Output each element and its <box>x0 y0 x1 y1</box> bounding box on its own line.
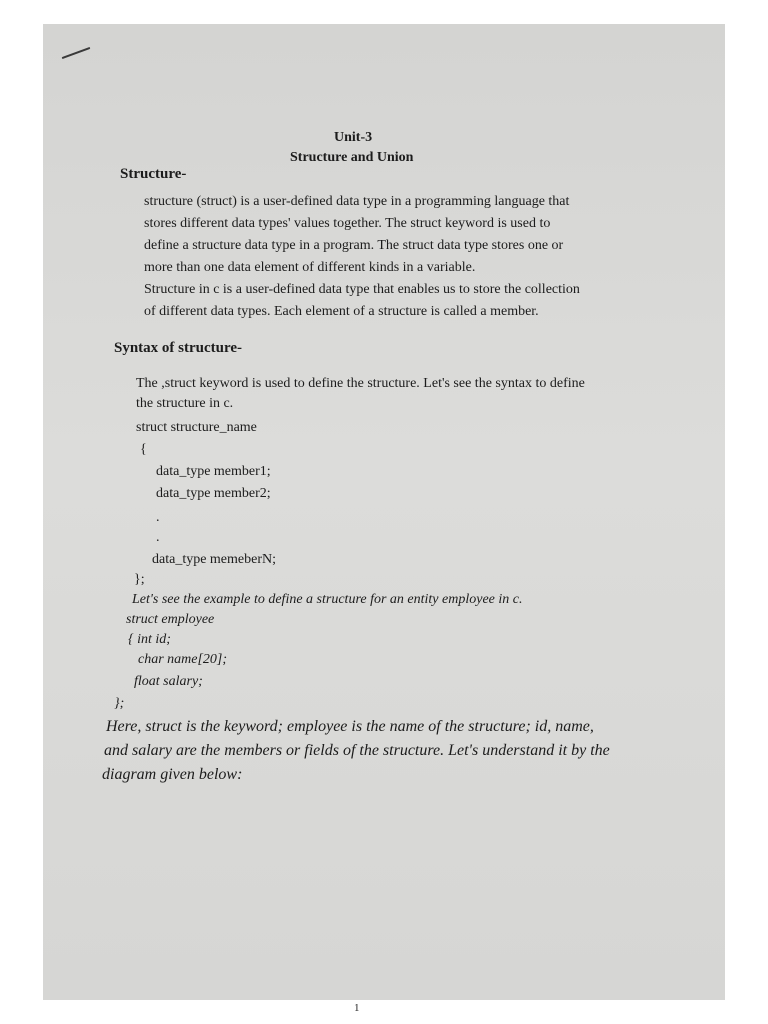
example-code-line: char name[20]; <box>138 652 228 667</box>
scanned-page <box>43 24 725 1000</box>
pen-mark <box>62 47 91 59</box>
code-line: . <box>156 510 160 525</box>
closing-line: Here, struct is the keyword; employee is the name of the structure; id, name, <box>106 718 594 735</box>
example-code-line: }; <box>114 696 125 711</box>
structure-line: more than one data element of different kinds in a variable. <box>144 260 476 275</box>
example-code-line: struct employee <box>126 612 215 627</box>
code-line: }; <box>134 572 145 587</box>
structure-line: structure (struct) is a user-defined data type in a programming language that <box>144 194 570 209</box>
example-intro: Let's see the example to define a structure for an entity employee in c. <box>132 592 523 607</box>
chapter-title: Structure and Union <box>290 150 414 165</box>
structure-line: define a structure data type in a program. The struct data type stores one or <box>144 238 564 253</box>
code-line: struct structure_name <box>136 420 257 435</box>
structure-heading: Structure- <box>120 166 187 182</box>
closing-line: and salary are the members or fields of the structure. Let's understand it by the <box>104 742 610 759</box>
example-code-line: { int id; <box>128 632 171 647</box>
structure-line: of different data types. Each element of a structure is called a member. <box>144 304 539 319</box>
closing-line: diagram given below: <box>102 766 243 783</box>
code-line: data_type member2; <box>156 486 271 501</box>
syntax-intro-line: The ,struct keyword is used to define the structure. Let's see the syntax to define <box>136 376 585 391</box>
page-number: 1 <box>354 1002 360 1014</box>
syntax-heading: Syntax of structure- <box>114 340 243 356</box>
example-code-line: float salary; <box>134 674 203 689</box>
code-line: . <box>156 530 160 545</box>
code-line: { <box>140 442 147 457</box>
structure-line: stores different data types' values together. The struct keyword is used to <box>144 216 551 231</box>
unit-title: Unit-3 <box>334 130 373 145</box>
syntax-intro-line: the structure in c. <box>136 396 234 411</box>
code-line: data_type member1; <box>156 464 271 479</box>
code-line: data_type memeberN; <box>152 552 277 567</box>
structure-line: Structure in c is a user-defined data type that enables us to store the collection <box>144 282 580 297</box>
